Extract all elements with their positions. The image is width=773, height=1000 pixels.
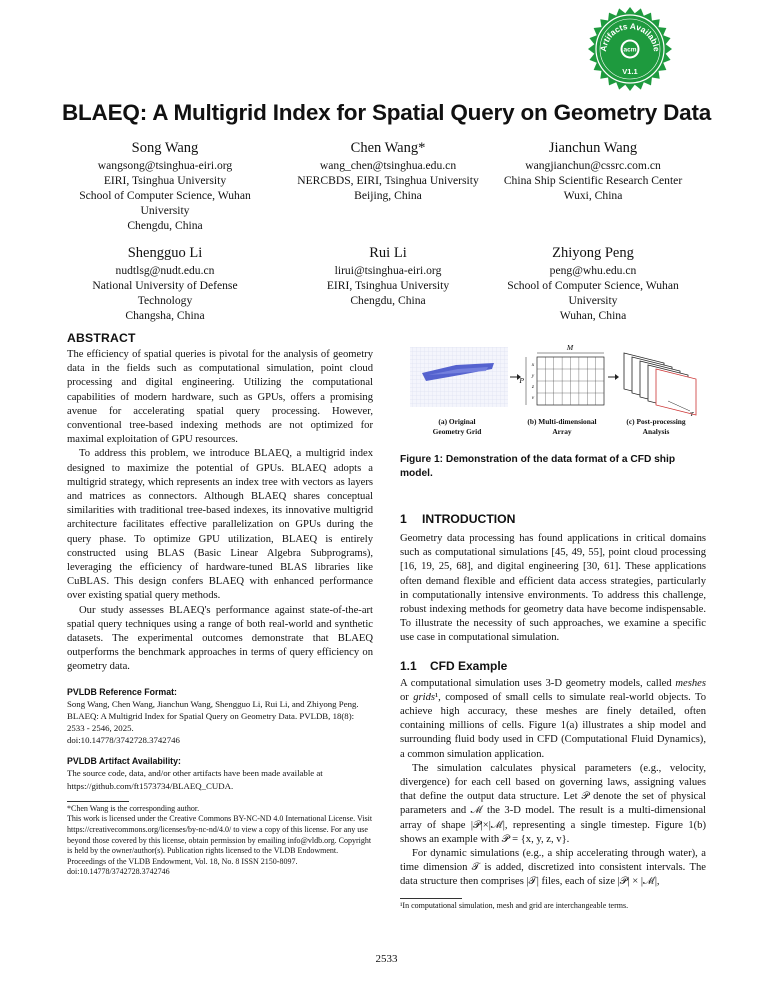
author-song-wang: Song Wang wangsong@tsinghua-eiri.org EIRI, Tsinghua University School of Computer Science, Wuhan University Chengdu, China [60,139,270,233]
m-label: M [566,343,574,352]
author-jianchun-wang: Jianchun Wang wangjianchun@cssrc.com.cn China Ship Scientific Research Center Wuxi, China [488,139,698,203]
svg-text:x: x [531,362,535,368]
artifact-heading: PVLDB Artifact Availability: [67,756,181,767]
section-1-heading: 1 INTRODUCTION [400,512,516,526]
footnote-rule [67,801,129,802]
artifact-text: The source code, data, and/or other artifacts have been made available at https://github.com/ft1573734/BLAEQ_CUDA. [67,768,323,791]
time-frame [656,369,696,415]
acm-artifacts-available-badge [585,4,675,94]
intro-paragraph: Geometry data processing has found applications in critical domains such as computational simulations [45, 49, 55], point cloud processing [16, 19, 25, 68], and digital engineering [30, 61]. These applications often demand flexible and efficient data access strategies, particularly in computationally intensive environments. To address this challenge, robust indexing methods for geometry data have become indispensable. To illustrate the necessity of such approaches, we examine a specific use case in computational simulation. [400,533,706,644]
svg-text:v: v [531,395,535,401]
paper-title: BLAEQ: A Multigrid Index for Spatial Query on Geometry Data [61,100,712,125]
p-label: P [519,376,524,385]
subsection-1-1-heading: 1.1 CFD Example [400,658,508,673]
author-name: Song Wang [131,140,199,156]
figure-1-caption: Figure 1: Demonstration of the data format of a CFD ship model. [400,454,676,479]
author-zhiyong-peng: Zhiyong Peng peng@whu.edu.cn School of Computer Science, Wuhan University Wuhan, China [488,244,698,323]
abstract-heading: ABSTRACT [67,331,136,345]
proceedings-note: Proceedings of the VLDB Endowment, Vol. 18, No. 8 ISSN 2150-8097. [67,856,298,866]
figure-label-c: (c) Post-processing Analysis [626,417,686,436]
svg-text:z: z [531,384,535,390]
left-column [67,331,373,878]
acm-logo: acm [623,46,637,54]
footnote-rule [400,898,462,899]
footnote-1: ¹In computational simulation, mesh and grid are interchangeable terms. [400,900,629,910]
proceedings-doi: doi:10.14778/3742728.3742746 [67,867,170,877]
cfd-paragraph: A computational simulation uses 3-D geometry models, called meshes or grids¹, composed of small cells to simulate real-world objects. To achieve high accuracy, these meshes are finely detailed, often containing millions of cells. Figure 1(a) illustrates a ship model and surrounding fluid body used in CFD (Computational Fluid Dynamics), a common simulation application. [400,677,706,760]
reference-format-text: Song Wang, Chen Wang, Jianchun Wang, Shengguo Li, Rui Li, and Zhiyong Peng. BLAEQ: A Multigrid Index for Spatial Query on Geometry Data. PVLDB, 18(8): 2533 - 2546, 2025. [67,698,359,734]
author-name: Shengguo Li [127,245,203,261]
cfd-paragraph: For dynamic simulations (e.g., a ship accelerating through water), a time dimension 𝒯 is added, discretized into consistent intervals. The data structure then comprises |𝒯| files, each of size |𝒫| × |ℳ|, [400,848,706,888]
badge-version: V1.1 [622,67,638,76]
author-rui-li: Rui Li lirui@tsinghua-eiri.org EIRI, Tsinghua University Chengdu, China [283,244,493,308]
author-name: Chen Wang* [350,140,426,156]
figure-1-graphic [400,343,706,423]
cfd-paragraph: The simulation calculates physical parameters (e.g., velocity, divergence) for each cell based on governing laws, assigning values that define the output data structure. Let 𝒫 denote the set of physical parameters and ℳ the 3-D model. The result is a multi-dimensional array of shape |𝒫|×|ℳ|, representing a single timestep. Figure 1(b) shows an example with 𝒫 = {x, y, z, v}. [400,762,706,845]
multi-dimensional-array [537,357,604,405]
abstract-paragraph: To address this problem, we introduce BLAEQ, a multigrid index designed to maximize the potential of GPUs. BLAEQ adopts a multigrid strategy, which represents an index tree with vectors as layers and matrices as connectors. Although BLAEQ shares conceptual similarities with traditional tree-based indexes, its innovative multigrid architecture facilitates effective parallelization on GPUs during the query phase. To optimize GPU utilization, BLAEQ is entirely constructed using BLAS (Basic Linear Algebra Subprograms), leveraging the efficiency of hardware-tuned BLAS libraries like CuBLAS. This design confers BLAEQ with enhanced performance over existing spatial query methods. [67,448,373,602]
right-column [400,331,706,911]
time-stacked-arrays [624,353,696,415]
corresponding-author-note: *Chen Wang is the corresponding author. [67,803,200,813]
badge-text: Artifacts Available [597,20,663,53]
author-name: Zhiyong Peng [552,245,634,261]
reference-doi: doi:10.14778/3742728.3742746 [67,735,180,746]
abstract-paragraph: The efficiency of spatial queries is pivotal for the analysis of geometry data in the fields such as computational simulation, point cloud processing and digital engineering. Utilizing the computational capabilities of modern hardware, such as GPUs, offers a promising avenue for accelerating spatial query processing. However, conventional tree-based indexing methods are not optimized for maximal exploitation of GPU resources. [67,349,373,446]
reference-format-heading: PVLDB Reference Format: [67,686,177,697]
author-shengguo-li: Shengguo Li nudtlsg@nudt.edu.cn National University of Defense Technology Changsha, China [60,244,270,323]
figure-1 [400,331,706,443]
author-name: Jianchun Wang [548,140,638,156]
figure-label-b: (b) Multi-dimensional Array [527,417,597,436]
figure-label-a: (a) Original Geometry Grid [432,417,482,436]
svg-text:y: y [531,373,535,379]
author-chen-wang: Chen Wang* wang_chen@tsinghua.edu.cn NERCBDS, EIRI, Tsinghua University Beijing, China [283,139,493,203]
t-label: T [690,411,694,418]
license-note: This work is licensed under the Creative Commons BY-NC-ND 4.0 International License. Visit https://creativecommons.org/licenses/by-nc-nd/4.0/ to view a copy of this license. For any use beyond those covered by this license, obtain permission by emailing info@vldb.org. Copyright is held by the owner/author(s). Publication rights licensed to the VLDB Endowment. [67,814,373,856]
author-name: Rui Li [369,245,407,261]
page-number: 2533 [375,953,398,965]
abstract-paragraph: Our study assesses BLAEQ's performance against state-of-the-art spatial query techniques using a range of both real-world and synthetic datasets. The experimental outcomes demonstrate that BLAEQ outperforms the benchmark approaches in terms of query efficiency on geometry data. [67,604,373,673]
